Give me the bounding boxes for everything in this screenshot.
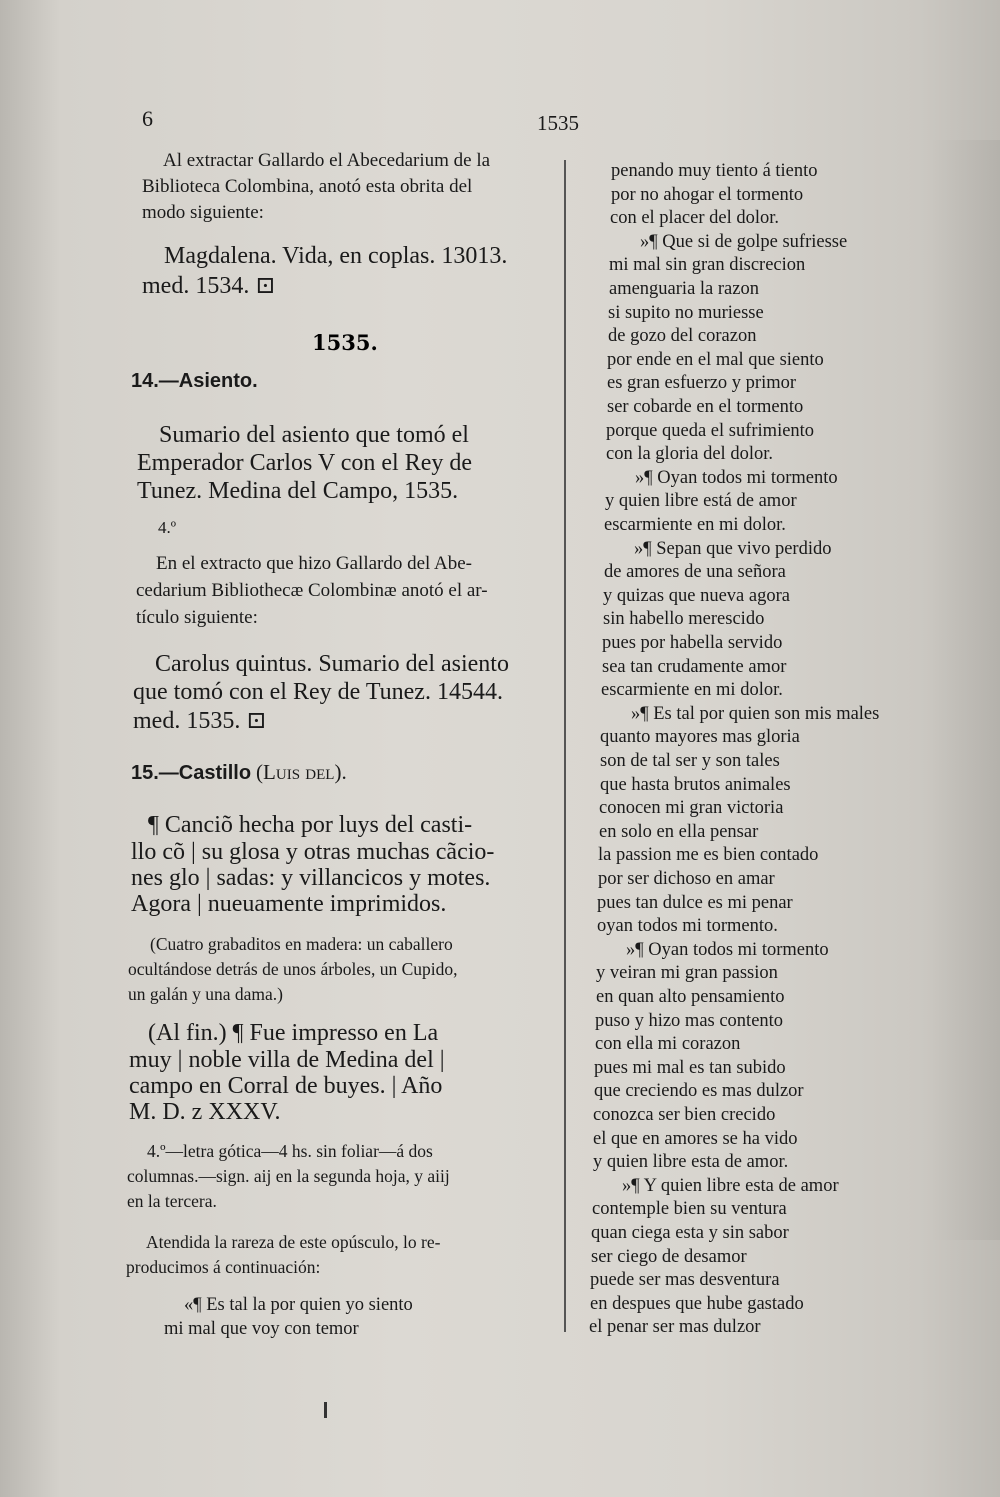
format-label: 4.º: [158, 518, 177, 537]
verse-line: con ella mi corazon: [595, 1034, 741, 1055]
verse-line: escarmiente en mi dolor.: [604, 515, 786, 535]
verse-line: que hasta brutos animales: [600, 774, 791, 795]
citation-line: Carolus quintus. Sumario del asiento: [155, 651, 509, 677]
note-line: tículo siguiente:: [136, 607, 258, 628]
verse-line: »¶ Y quien libre esta de amor: [622, 1175, 839, 1196]
illustration-note-line: ocultándose detrás de unos árboles, un Cupido,: [128, 959, 458, 979]
verse-line: en despues que hube gastado: [590, 1293, 804, 1314]
citation-line: med. 1534. ⊡: [142, 273, 276, 299]
verse-line: puede ser mas desventura: [590, 1270, 780, 1291]
colophon-line: M. D. z XXXV.: [129, 1099, 281, 1125]
intro-text: modo siguiente:: [142, 202, 264, 223]
verse-line: conocen mi gran victoria: [599, 798, 784, 819]
colophon-line: muy | noble villa de Medina del |: [129, 1047, 445, 1073]
illustration-note-line: un galán y una dama.): [128, 984, 284, 1004]
verse-line: pues por habella servido: [602, 633, 783, 653]
verse-line: con el placer del dolor.: [610, 208, 780, 229]
year-heading: 1535.: [312, 330, 378, 355]
verse-line: de gozo del corazon: [608, 326, 757, 347]
verse-line: quan ciega esta y sin sabor: [591, 1223, 789, 1243]
colophon-line: campo en Corral de buyes. | Año: [129, 1073, 443, 1099]
verse-line: con la gloria del dolor.: [606, 444, 773, 465]
verse-line: «¶ Es tal la por quien yo siento: [184, 1295, 413, 1315]
verse-line: amenguaria la razon: [609, 279, 759, 299]
print-mark: [324, 1402, 327, 1418]
verse-line: y veiran mi gran passion: [596, 963, 778, 984]
verse-line: de amores de una señora: [604, 562, 786, 583]
citation-line: Magdalena. Vida, en coplas. 13013.: [164, 243, 508, 269]
entry-title-line: ¶ Canciõ hecha por luys del casti-: [148, 812, 473, 838]
note-line: cedarium Bibliothecæ Colombinæ anotó el ar-: [136, 580, 488, 601]
entry-15-heading: [131, 760, 347, 785]
entry-title-line: Tunez. Medina del Campo, 1535.: [137, 478, 459, 504]
verse-line: es gran esfuerzo y primor: [607, 373, 797, 394]
description-line: 4.º—letra gótica—4 hs. sin foliar—á dos: [147, 1141, 433, 1161]
entry-14-label: 14.—Asiento.: [131, 370, 258, 392]
verse-line: que creciendo es mas dulzor: [594, 1081, 804, 1102]
verse-line: por ser dichoso en amar: [598, 869, 775, 889]
intro-line-2: [142, 176, 472, 198]
running-header-year: 1535: [537, 111, 579, 135]
intro-text: Biblioteca Colombina, anotó esta obrita del: [142, 176, 473, 197]
verse-line: »¶ Sepan que vivo perdido: [634, 538, 832, 559]
reproduction-note-line: Atendida la rareza de este opúsculo, lo re-: [146, 1232, 441, 1252]
colophon-line: (Al fin.) ¶ Fue impresso en La: [148, 1020, 439, 1046]
verse-line: pues tan dulce es mi penar: [597, 892, 793, 913]
entry-title-line: llo cõ | su glosa y otras muchas cãcio-: [131, 839, 495, 865]
intro-line-1: [163, 150, 490, 172]
verse-line: »¶ Es tal por quien son mis males: [631, 703, 880, 724]
page-number: 6: [142, 106, 153, 131]
verse-line: mi mal sin gran discrecion: [609, 255, 806, 276]
entry-title-line: Sumario del asiento que tomó el: [159, 422, 469, 448]
verse-line: mi mal que voy con temor: [164, 1319, 359, 1339]
note-line: En el extracto que hizo Gallardo del Abe-: [156, 553, 473, 574]
verse-line: y quien libre esta de amor.: [593, 1152, 789, 1173]
verse-line: »¶ Que si de golpe sufriesse: [640, 231, 848, 252]
verse-line: conozca ser bien crecido: [593, 1105, 776, 1125]
verse-line: por no ahogar el tormento: [611, 184, 804, 205]
citation-line: med. 1535. ⊡: [133, 708, 267, 734]
verse-line: y quizas que nueva agora: [603, 585, 790, 606]
verse-line: »¶ Oyan todos mi tormento: [626, 939, 829, 960]
citation-line: que tomó con el Rey de Tunez. 14544.: [133, 679, 503, 705]
column-divider: [564, 160, 566, 1332]
verse-line: si supito no muriesse: [608, 302, 764, 323]
verse-line: ser cobarde en el tormento: [607, 397, 804, 417]
verse-line: en quan alto pensamiento: [596, 987, 785, 1007]
verse-line: sin habello merescido: [603, 609, 765, 630]
reproduction-note-line: producimos á continuación:: [126, 1257, 321, 1277]
verse-line: penando muy tiento á tiento: [611, 161, 818, 181]
entry-title-line: Emperador Carlos V con el Rey de: [137, 450, 473, 476]
verse-line: el que en amores se ha vido: [593, 1128, 798, 1149]
verse-line: la passion me es bien contado: [598, 845, 819, 866]
verse-line: ser ciego de desamor: [591, 1246, 747, 1267]
verse-line: escarmiente en mi dolor.: [601, 680, 783, 701]
verse-line: pues mi mal es tan subido: [594, 1057, 786, 1078]
description-line: en la tercera.: [127, 1191, 217, 1211]
verse-line: quanto mayores mas gloria: [600, 727, 800, 748]
verse-line: el penar ser mas dulzor: [589, 1317, 761, 1338]
verse-line: sea tan crudamente amor: [602, 656, 787, 677]
verse-line: en solo en ella pensar: [599, 821, 759, 842]
illustration-note-line: (Cuatro grabaditos en madera: un caballero: [150, 934, 453, 954]
description-line: columnas.—sign. aij en la segunda hoja, y aiij: [127, 1166, 450, 1186]
verse-line: y quien libre está de amor: [605, 491, 797, 512]
intro-line-3: [142, 202, 264, 224]
entry-title-line: Agora | nueuamente imprimidos.: [131, 891, 447, 917]
entry-15-author: (Luis del).: [256, 760, 347, 784]
verse-line: son de tal ser y son tales: [600, 751, 780, 771]
page-edge-shadow: [930, 140, 1000, 1240]
intro-text: Al extractar Gallardo el Abecedarium de la: [163, 150, 491, 171]
verse-line: »¶ Oyan todos mi tormento: [635, 467, 838, 488]
verse-line: porque queda el sufrimiento: [606, 420, 815, 441]
verse-line: oyan todos mi tormento.: [597, 916, 778, 937]
entry-title-line: nes glo | sadas: y villancicos y motes.: [131, 865, 491, 891]
verse-line: puso y hizo mas contento: [595, 1010, 784, 1031]
entry-15-label: 15.—Castillo: [131, 762, 252, 784]
verse-line: contemple bien su ventura: [592, 1199, 787, 1220]
verse-line: por ende en el mal que siento: [607, 349, 824, 370]
